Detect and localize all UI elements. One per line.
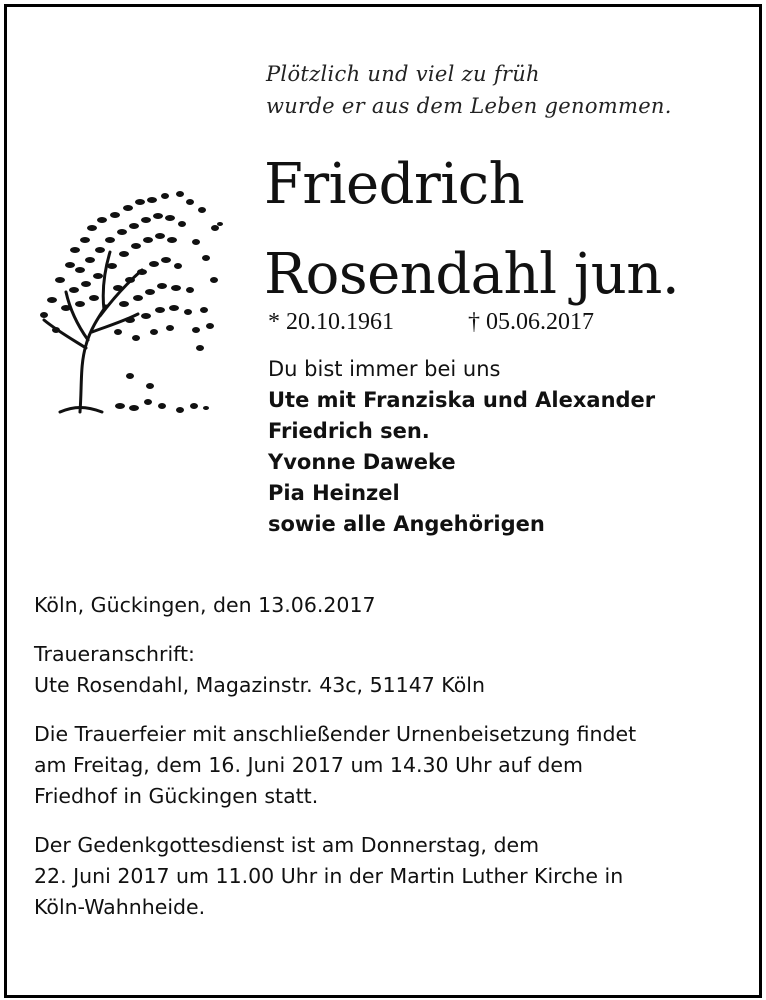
memorial-line: 22. Juni 2017 um 11.00 Uhr in der Martin Luther Kirche in	[34, 864, 624, 888]
mourner-name: Ute mit Franziska und Alexander	[268, 388, 656, 412]
funeral-paragraph	[34, 719, 734, 812]
quote-line: Plötzlich und viel zu früh	[266, 62, 540, 86]
death-date: † 05.06.2017	[468, 309, 594, 335]
life-dates	[268, 306, 738, 338]
notice-body	[34, 590, 734, 941]
funeral-line: Die Trauerfeier mit anschließender Urnenbeisetzung findet	[34, 722, 637, 746]
address-text: Ute Rosendahl, Magazinstr. 43c, 51147 Köln	[34, 673, 485, 697]
funeral-line: Friedhof in Gückingen statt.	[34, 784, 319, 808]
mourner-name: sowie alle Angehörigen	[268, 512, 545, 536]
mourner-name: Friedrich sen.	[268, 419, 430, 443]
place-date-paragraph	[34, 590, 734, 621]
mourners-block	[268, 354, 748, 540]
memorial-paragraph	[34, 830, 734, 923]
funeral-line: am Freitag, dem 16. Juni 2017 um 14.30 Uhr auf dem	[34, 753, 583, 777]
address-label: Traueranschrift:	[34, 642, 195, 666]
address-paragraph	[34, 639, 734, 701]
memorial-line: Köln-Wahnheide.	[34, 895, 206, 919]
place-date: Köln, Gückingen, den 13.06.2017	[34, 593, 376, 617]
last-name: Rosendahl jun.	[264, 242, 680, 307]
mourners-intro: Du bist immer bei uns	[268, 357, 501, 381]
memorial-line: Der Gedenkgottesdienst ist am Donnerstag, dem	[34, 833, 540, 857]
mourner-name: Pia Heinzel	[268, 481, 400, 505]
deceased-name	[264, 140, 744, 320]
first-name: Friedrich	[264, 152, 525, 217]
mourner-name: Yvonne Daweke	[268, 450, 456, 474]
windblown-tree-icon	[30, 180, 230, 420]
birth-date: * 20.10.1961	[268, 309, 394, 335]
quote-line: wurde er aus dem Leben genommen.	[266, 94, 672, 118]
epitaph-quote	[266, 58, 746, 122]
